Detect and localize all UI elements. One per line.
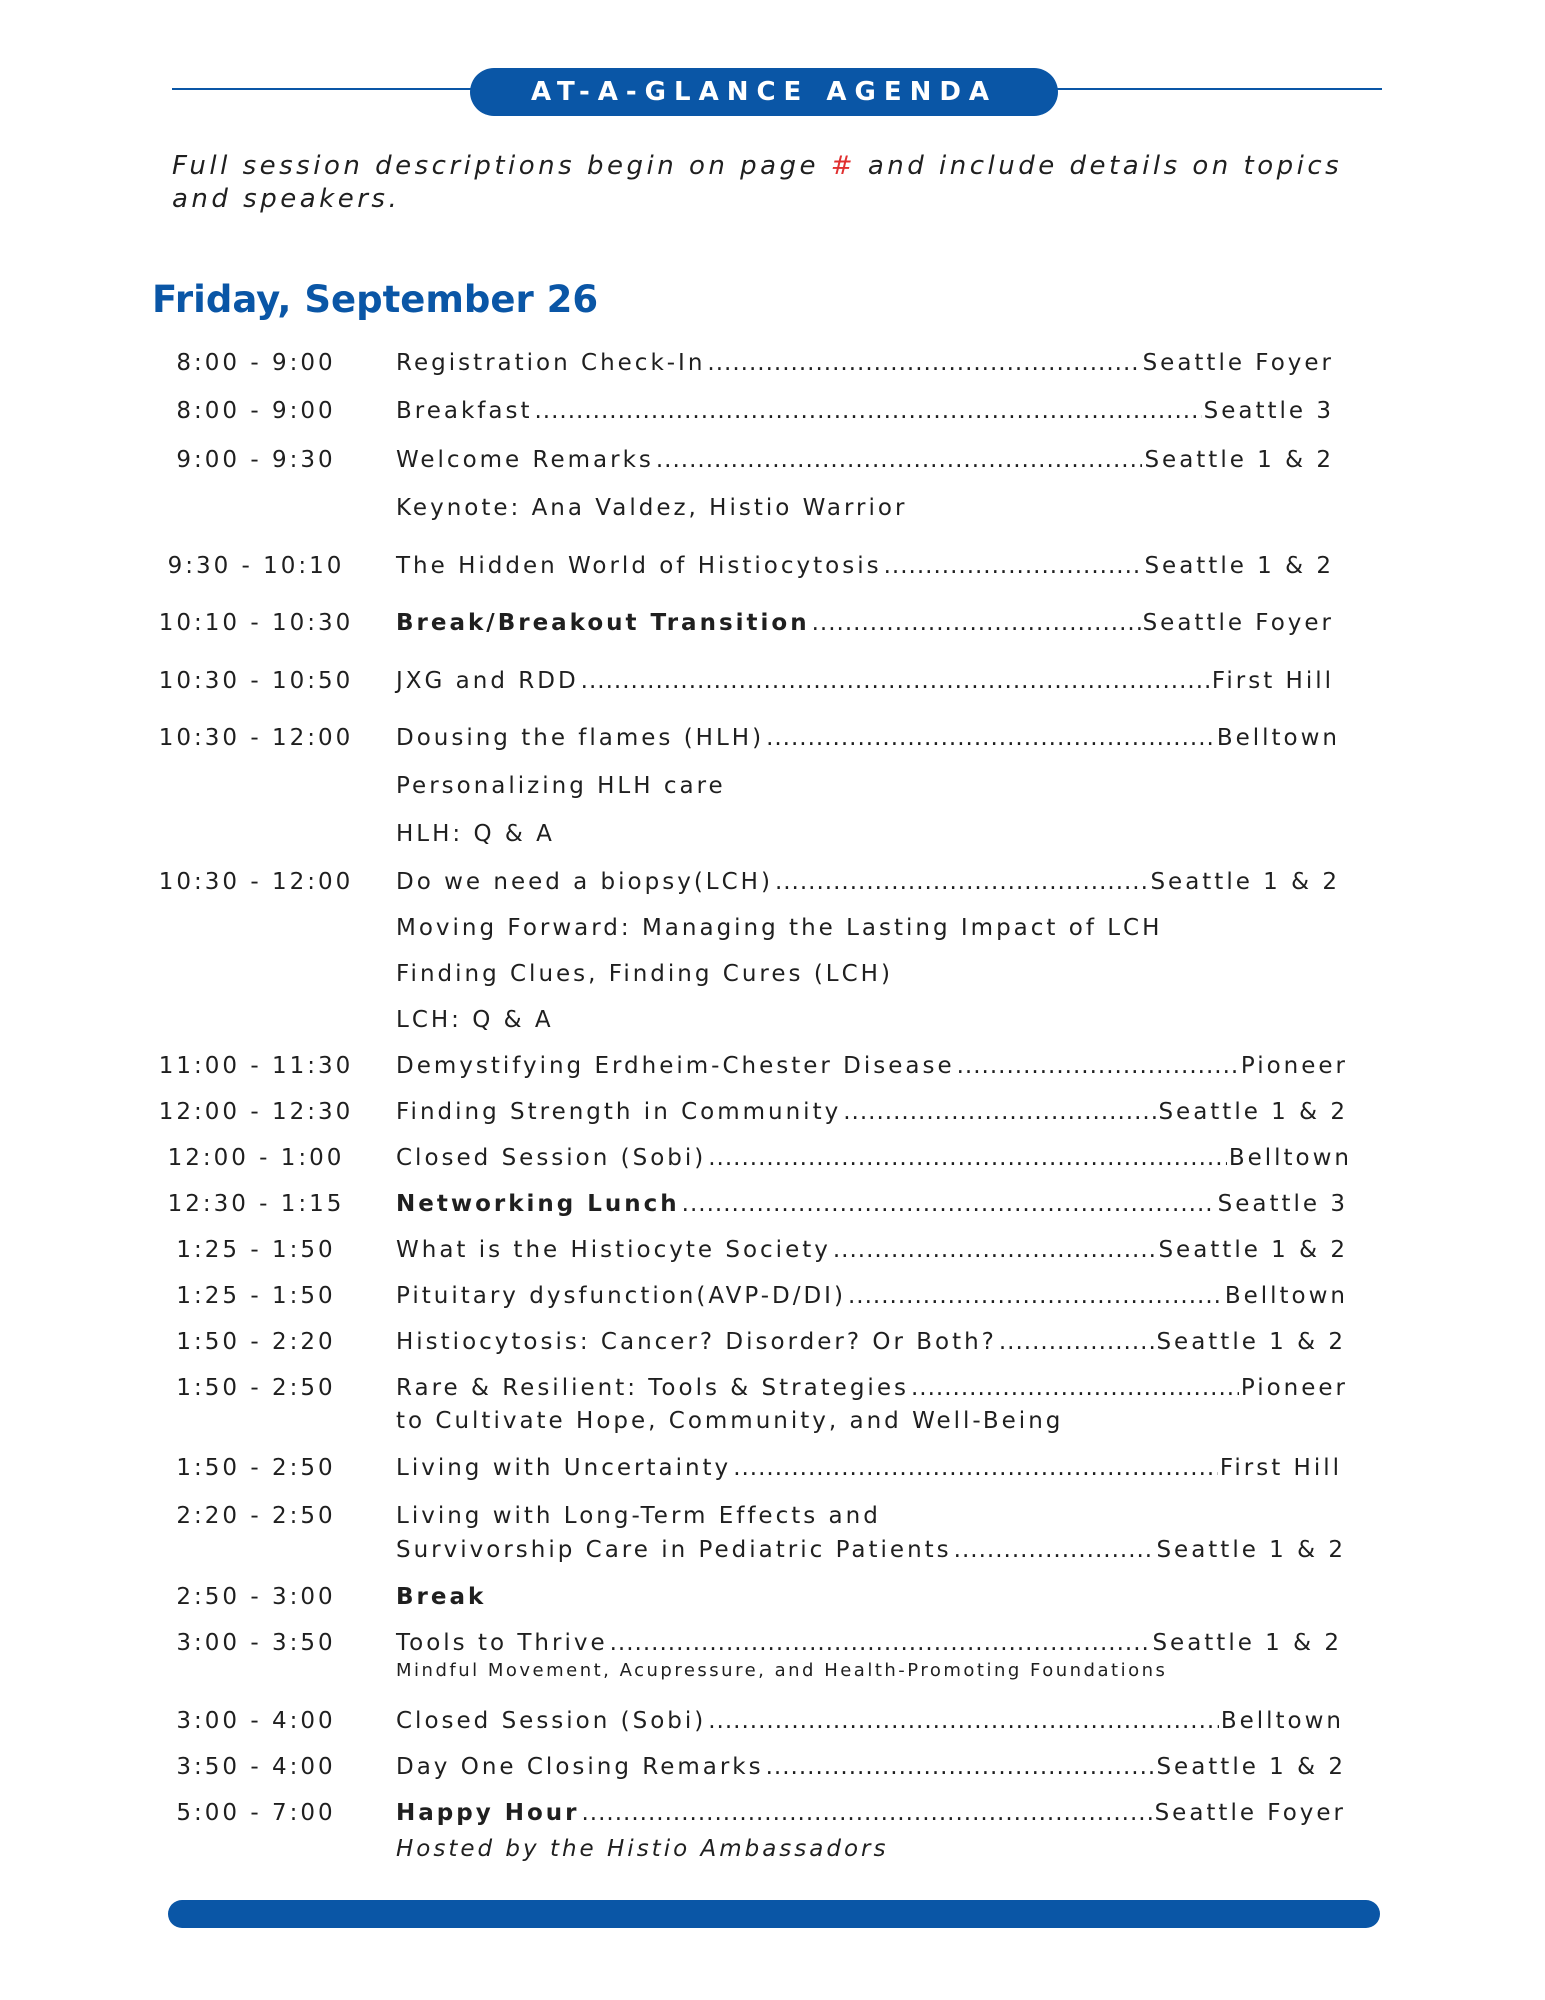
agenda-row	[0, 821, 1545, 861]
day-heading: Friday, September 26	[152, 278, 599, 321]
agenda-row	[0, 610, 1545, 650]
session-title: Living with Uncertainty	[396, 1455, 732, 1481]
agenda-row	[0, 1053, 1545, 1093]
dot-leader	[957, 1053, 1239, 1079]
agenda-row	[0, 1800, 1545, 1862]
session-line	[396, 447, 1334, 473]
session-title: What is the Histiocyte Society	[396, 1237, 831, 1263]
session-time: 12:30 - 1:15	[167, 1191, 345, 1217]
agenda-row	[0, 961, 1545, 1001]
session-title: Dousing the flames (HLH)	[396, 725, 765, 751]
session-room: Pioneer	[1240, 1053, 1348, 1079]
session-title: Personalizing HLH care	[396, 773, 726, 799]
session-line	[396, 1283, 1348, 1309]
session-time: 1:50 - 2:50	[176, 1375, 336, 1401]
session-title: Day One Closing Remarks	[396, 1754, 764, 1780]
session-line	[396, 398, 1334, 424]
dot-leader	[833, 1237, 1157, 1263]
agenda-row	[0, 1584, 1545, 1624]
session-title: Do we need a biopsy(LCH)	[396, 869, 773, 895]
session-title: Breakfast	[396, 398, 533, 424]
session-line	[396, 1145, 1352, 1171]
session-room: Seattle Foyer	[1142, 610, 1334, 636]
session-line	[396, 350, 1334, 376]
session-room: Seattle 1 & 2	[1156, 1754, 1346, 1780]
session-title: LCH: Q & A	[396, 1007, 554, 1033]
agenda-row	[0, 1708, 1545, 1748]
dot-leader	[610, 1630, 1151, 1656]
dot-leader	[708, 1145, 1227, 1171]
session-room: Pioneer	[1240, 1375, 1348, 1401]
dot-leader	[535, 398, 1202, 424]
session-room: Belltown	[1224, 1283, 1348, 1309]
session-line	[396, 610, 1334, 636]
session-room: Seattle 3	[1217, 1191, 1348, 1217]
session-line	[396, 1053, 1348, 1079]
session-subtitle: Mindful Movement, Acupressure, and Health-Promoting Foundations	[396, 1660, 1168, 1681]
session-title: Break/Breakout Transition	[396, 610, 810, 636]
session-line	[396, 869, 1340, 895]
session-line	[396, 725, 1340, 751]
session-time: 3:00 - 3:50	[176, 1630, 336, 1656]
intro-text	[172, 150, 1402, 216]
session-line	[396, 1708, 1344, 1734]
dot-leader	[656, 447, 1143, 473]
session-room: Seattle 1 & 2	[1152, 1630, 1342, 1656]
session-title: Moving Forward: Managing the Lasting Impact of LCH	[396, 915, 1163, 941]
session-time: 1:25 - 1:50	[176, 1237, 336, 1263]
session-time: 8:00 - 9:00	[176, 350, 336, 376]
session-room: Seattle 1 & 2	[1158, 1099, 1348, 1125]
session-time: 10:30 - 12:00	[158, 725, 354, 751]
session-time: 2:50 - 3:00	[176, 1584, 336, 1610]
agenda-row	[0, 869, 1545, 909]
agenda-row	[0, 1455, 1545, 1495]
dot-leader	[581, 1800, 1152, 1826]
session-line	[396, 1537, 1346, 1563]
page-number-placeholder: #	[830, 151, 857, 181]
session-room: Seattle 1 & 2	[1156, 1537, 1346, 1563]
agenda-row	[0, 1007, 1545, 1047]
session-line	[396, 1329, 1346, 1355]
session-time: 1:50 - 2:20	[176, 1329, 336, 1355]
session-title: Break	[396, 1584, 487, 1610]
session-time: 3:00 - 4:00	[176, 1708, 336, 1734]
session-title: Rare & Resilient: Tools & Strategies	[396, 1375, 909, 1401]
session-title: Closed Session (Sobi)	[396, 1708, 707, 1734]
session-title: Finding Strength in Community	[396, 1099, 842, 1125]
session-title: Histiocytosis: Cancer? Disorder? Or Both?	[396, 1329, 997, 1355]
session-title: Registration Check-In	[396, 350, 706, 376]
session-title: Networking Lunch	[396, 1191, 680, 1217]
dot-leader	[911, 1375, 1239, 1401]
dot-leader	[766, 725, 1215, 751]
session-title: Finding Clues, Finding Cures (LCH)	[396, 961, 893, 987]
agenda-row	[0, 725, 1545, 765]
dot-leader	[682, 1191, 1216, 1217]
session-title: Pituitary dysfunction(AVP-D/DI)	[396, 1283, 846, 1309]
session-time: 5:00 - 7:00	[176, 1800, 336, 1826]
session-time: 8:00 - 9:00	[176, 398, 336, 424]
session-line	[396, 668, 1334, 694]
dot-leader	[812, 610, 1141, 636]
agenda-row	[0, 447, 1545, 487]
session-line	[396, 1630, 1342, 1656]
agenda-row	[0, 1503, 1545, 1575]
agenda-row	[0, 1630, 1545, 1686]
session-title: Keynote: Ana Valdez, Histio Warrior	[396, 495, 908, 521]
agenda-row	[0, 553, 1545, 593]
session-title: The Hidden World of Histiocytosis	[396, 553, 882, 579]
session-line	[396, 1754, 1346, 1780]
session-time: 12:00 - 12:30	[158, 1099, 354, 1125]
session-title: Living with Long-Term Effects and	[396, 1503, 881, 1529]
session-time: 9:30 - 10:10	[167, 553, 345, 579]
session-room: Seattle 1 & 2	[1144, 447, 1334, 473]
session-room: Seattle 3	[1203, 398, 1334, 424]
session-room: Seattle Foyer	[1154, 1800, 1346, 1826]
session-title-continued: Survivorship Care in Pediatric Patients	[396, 1537, 952, 1563]
session-room: First Hill	[1219, 1455, 1342, 1481]
agenda-row	[0, 668, 1545, 708]
session-time: 1:50 - 2:50	[176, 1455, 336, 1481]
agenda-row	[0, 1145, 1545, 1185]
agenda-row	[0, 1375, 1545, 1445]
dot-leader	[581, 668, 1210, 694]
agenda-row	[0, 915, 1545, 955]
session-time: 3:50 - 4:00	[176, 1754, 336, 1780]
agenda-row	[0, 1191, 1545, 1231]
intro-after: and include details on topics and speakers.	[172, 151, 1343, 214]
agenda-row	[0, 350, 1545, 390]
session-title: Demystifying Erdheim-Chester Disease	[396, 1053, 955, 1079]
session-line	[396, 553, 1334, 579]
agenda-row	[0, 398, 1545, 438]
dot-leader	[775, 869, 1149, 895]
agenda-title: AT-A-GLANCE AGENDA	[530, 77, 998, 107]
session-title: Tools to Thrive	[396, 1630, 608, 1656]
session-time: 2:20 - 2:50	[176, 1503, 336, 1529]
dot-leader	[884, 553, 1143, 579]
session-subtitle: to Cultivate Hope, Community, and Well-Being	[396, 1408, 1064, 1434]
session-time: 10:30 - 10:50	[158, 668, 354, 694]
agenda-title-banner	[470, 68, 1058, 116]
agenda-row	[0, 1099, 1545, 1139]
agenda-row	[0, 1329, 1545, 1369]
agenda-row	[0, 1283, 1545, 1323]
footer-bar	[168, 1900, 1380, 1928]
session-line	[396, 1800, 1346, 1826]
session-room: Seattle 1 & 2	[1158, 1237, 1348, 1263]
session-time: 10:30 - 12:00	[158, 869, 354, 895]
session-title: Happy Hour	[396, 1800, 580, 1826]
session-room: First Hill	[1211, 668, 1334, 694]
dot-leader	[708, 1708, 1219, 1734]
dot-leader	[843, 1099, 1156, 1125]
dot-leader	[733, 1455, 1218, 1481]
agenda-row	[0, 1754, 1545, 1794]
session-time: 11:00 - 11:30	[158, 1053, 354, 1079]
session-subtitle: Hosted by the Histio Ambassadors	[396, 1836, 889, 1862]
dot-leader	[954, 1537, 1155, 1563]
session-line	[396, 1191, 1348, 1217]
session-title: JXG and RDD	[396, 668, 579, 694]
session-time: 10:10 - 10:30	[158, 610, 354, 636]
session-time: 12:00 - 1:00	[167, 1145, 345, 1171]
session-room: Belltown	[1228, 1145, 1352, 1171]
session-room: Seattle 1 & 2	[1156, 1329, 1346, 1355]
session-room: Belltown	[1220, 1708, 1344, 1734]
agenda-row	[0, 1237, 1545, 1277]
session-room: Belltown	[1216, 725, 1340, 751]
dot-leader	[999, 1329, 1155, 1355]
session-line	[396, 1099, 1348, 1125]
dot-leader	[707, 350, 1140, 376]
dot-leader	[848, 1283, 1223, 1309]
session-line	[396, 1237, 1348, 1263]
intro-before: Full session descriptions begin on page	[172, 151, 820, 181]
session-room: Seattle 1 & 2	[1150, 869, 1340, 895]
dot-leader	[766, 1754, 1155, 1780]
session-time: 9:00 - 9:30	[176, 447, 336, 473]
session-title: Closed Session (Sobi)	[396, 1145, 707, 1171]
agenda-row	[0, 773, 1545, 813]
session-line	[396, 1375, 1348, 1401]
session-title: HLH: Q & A	[396, 821, 555, 847]
session-title: Welcome Remarks	[396, 447, 654, 473]
agenda-row	[0, 495, 1545, 535]
session-line	[396, 1455, 1342, 1481]
session-time: 1:25 - 1:50	[176, 1283, 336, 1309]
session-room: Seattle 1 & 2	[1144, 553, 1334, 579]
session-room: Seattle Foyer	[1142, 350, 1334, 376]
